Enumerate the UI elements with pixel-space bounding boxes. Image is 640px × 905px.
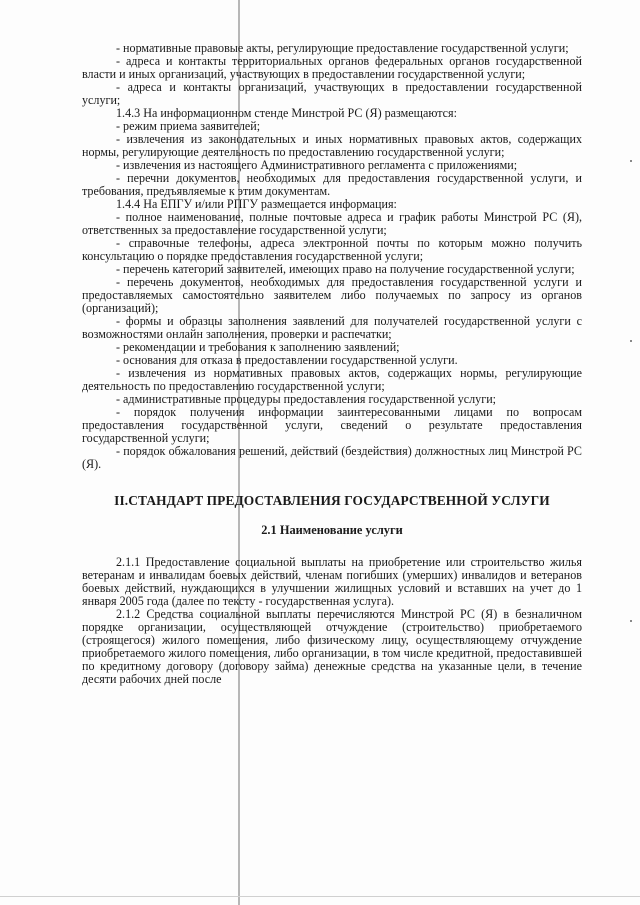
scan-speck <box>630 340 632 342</box>
subsection-heading: 2.1 Наименование услуги <box>261 523 403 537</box>
list-item: - режим приема заявителей; <box>116 119 261 133</box>
scan-bottom-edge <box>0 896 640 897</box>
list-item: - формы и образцы заполнения заявлений для получателей государственной услуги с возможностями онлайн заполнения, проверки и распечатки; <box>82 314 582 341</box>
clause-1-4-4: 1.4.4 На ЕПГУ и/или РПГУ размещается информация: <box>116 197 397 211</box>
list-item: - нормативные правовые акты, регулирующие предоставление государственной услуги; <box>116 41 569 55</box>
document-body <box>82 42 582 686</box>
list-item: - извлечения из настоящего Административного регламента с приложениями; <box>116 158 518 172</box>
scan-speck <box>630 620 632 622</box>
list-item: - полное наименование, полные почтовые адреса и график работы Минстрой РС (Я), ответственных за предоставление государственной услуги; <box>82 210 582 237</box>
list-item: - рекомендации и требования к заполнению заявлений; <box>116 340 400 354</box>
list-item: - адреса и контакты территориальных органов федеральных органов государственной власти и иных организаций, участвующих в предоставлении государственной услуги; <box>82 54 582 81</box>
list-item: - перечень категорий заявителей, имеющих право на получение государственной услуги; <box>116 262 575 276</box>
section-heading: II.СТАНДАРТ ПРЕДОСТАВЛЕНИЯ ГОСУДАРСТВЕННОЙ УСЛУГИ <box>114 493 550 508</box>
list-item: - перечень документов, необходимых для предоставления государственной услуги и предоставляемых самостоятельно заявителем либо получаемых по запросу из органов (организаций); <box>82 275 582 315</box>
list-item: - извлечения из нормативных правовых актов, содержащих нормы, регулирующие деятельность по предоставлению государственной услуги; <box>82 366 582 393</box>
clause-2-1-2: 2.1.2 Средства социальной выплаты перечисляются Минстрой РС (Я) в безналичном порядке организации, осуществляющей отчуждение (строительство) приобретаемого (строящегося) жилого помещения, либо физическому лицу, осуществляющему отчуждение приобретаемого жилого помещения, либо организации, в том числе кредитной, предоставившей по кредитному договору (договору займа) денежные средства на указанные цели, в течение десяти рабочих дней после <box>82 607 582 686</box>
list-item: - порядок обжалования решений, действий (бездействия) должностных лиц Минстрой РС (Я). <box>82 444 582 471</box>
list-item: - порядок получения информации заинтересованными лицами по вопросам предоставления государственной услуги, сведений о результате предоставления государственной услуги; <box>82 405 582 445</box>
list-item: - административные процедуры предоставления государственной услуги; <box>116 392 497 406</box>
clause-1-4-3: 1.4.3 На информационном стенде Минстрой РС (Я) размещаются: <box>116 106 457 120</box>
list-item: - адреса и контакты организаций, участвующих в предоставлении государственной услуги; <box>82 80 582 107</box>
list-item: - справочные телефоны, адреса электронной почты по которым можно получить консультацию о порядке предоставления государственной услуги; <box>82 236 582 263</box>
list-item: - извлечения из законодательных и иных нормативных правовых актов, содержащих нормы, регулирующие деятельность по предоставлению государственной услуги; <box>82 132 582 159</box>
list-item: - основания для отказа в предоставлении государственной услуги. <box>116 353 458 367</box>
scan-speck <box>630 160 632 162</box>
list-item: - перечни документов, необходимых для предоставления государственной услуги, и требования, предъявляемые к этим документам. <box>82 171 582 198</box>
clause-2-1-1: 2.1.1 Предоставление социальной выплаты на приобретение или строительство жилья ветеранам и инвалидам боевых действий, членам погибших (умерших) инвалидов и ветеранов боевых действий, нуждающихся в улучшении жилищных условий и вставших на учет до 1 января 2005 года (далее по тексту - государственная услуга). <box>82 555 582 608</box>
